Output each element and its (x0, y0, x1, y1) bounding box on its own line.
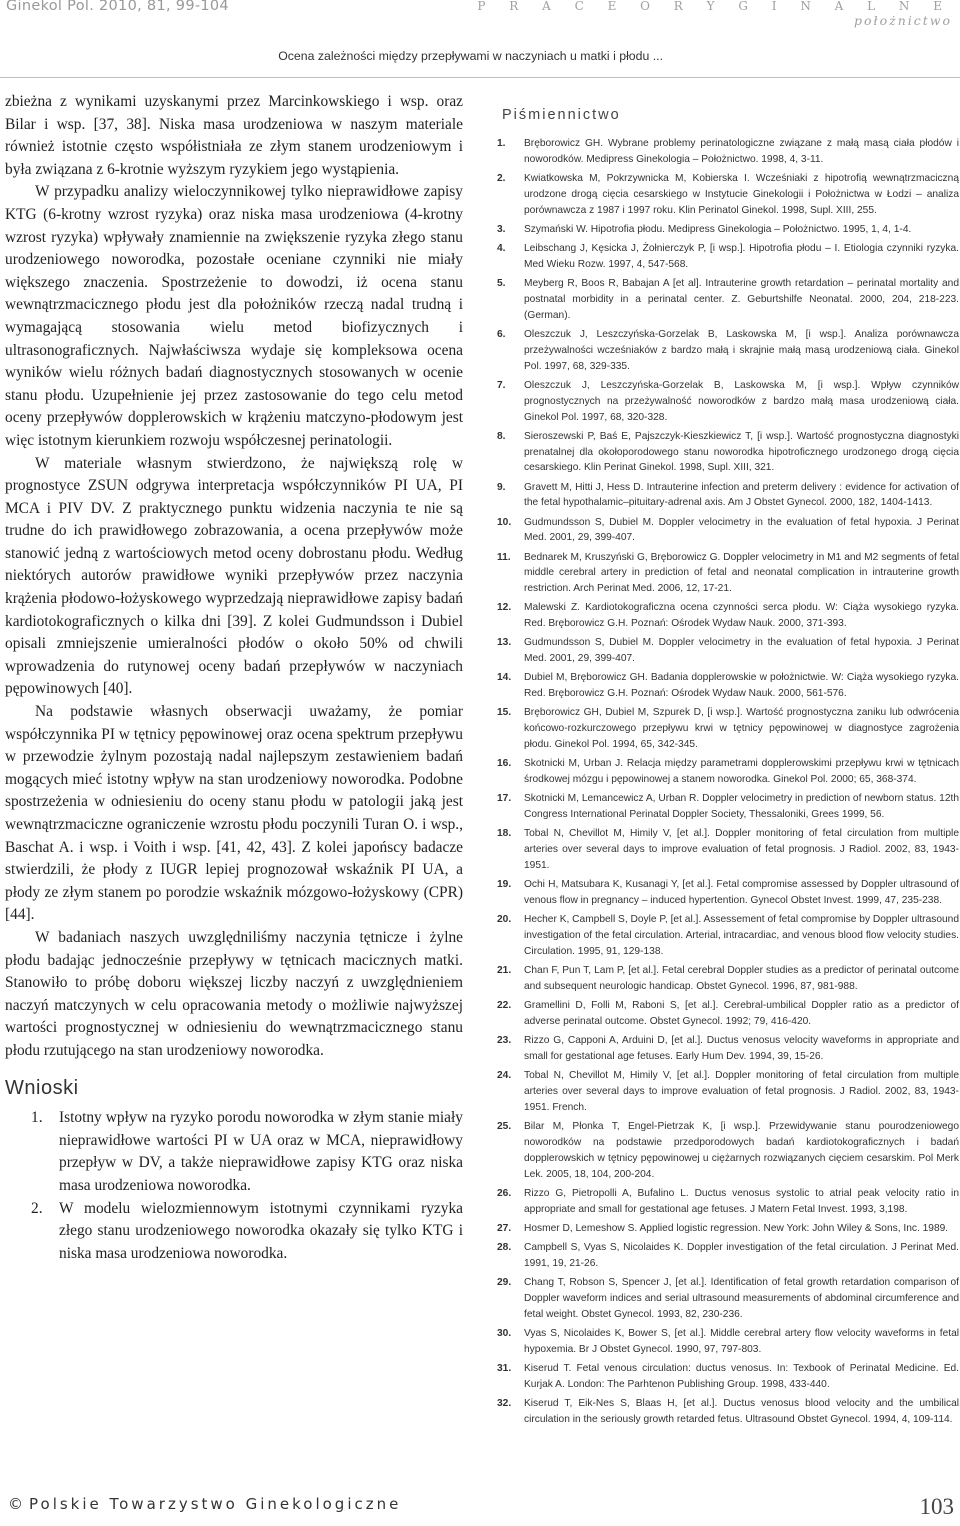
reference-text: Bręborowicz GH, Dubiel M, Szpurek D, [i wsp.]. Wartość prognostyczna zaniku lub odwrócenia końcowo-rozkurczowego przepływu krwi w tętnicy pępowinowej w diagnostyce zagrożenia płodu. Ginekol Pol. 1994, 65, 342-345. (524, 707, 959, 751)
reference-item (497, 1068, 959, 1116)
list-number: 2. (31, 1199, 43, 1217)
reference-text: Bednarek M, Kruszyński G, Bręborowicz G. Doppler velocimetry in M1 and M2 segments of fetal middle cerebral artery in prediction of fetal and neonatal complication in intrauterine growth restriction. Arch Perinat Med. 2006, 12, 17-21. (524, 551, 959, 595)
reference-item (497, 327, 959, 375)
reference-number: 32. (497, 1397, 512, 1409)
reference-text: Kwiatkowska M, Pokrzywnicka M, Kobierska I. Wcześniaki z hipotrofią wewnątrzmaciczną urodzone drogą cięcia cesarskiego w Instytucie Ginekologii i Położnictwa w Łodzi – analiza porównawcza z 1987 i 1997 roku. Klin Perinatol Ginekol. 1998, Supl. XIII, 255. (524, 172, 959, 216)
reference-item (497, 1275, 959, 1323)
reference-number: 7. (497, 379, 506, 391)
reference-number: 13. (497, 637, 512, 649)
reference-number: 3. (497, 223, 506, 235)
reference-text: Vyas S, Nicolaides K, Bower S, [et al.]. Middle cerebral artery flow velocity waveforms in fetal hypoxemia. Br J Obstet Gynecol. 1990, 97, 797-803. (524, 1327, 959, 1355)
reference-number: 20. (497, 914, 512, 926)
references-heading: Piśmiennictwo (502, 107, 621, 123)
reference-number: 24. (497, 1070, 512, 1082)
reference-item (497, 136, 959, 168)
paragraph: Na podstawie własnych obserwacji uważamy, że pomiar współczynnika PI w tętnicy pępowinowej oraz ocena spektrum przepływu w przewodzie żylnym pozostają nadal najlepszym zestawieniem badań mogących mieć istotny wpływ na stan urodzeniowy noworodka. Podobne spostrzeżenia w odniesieniu do oceny stanu płodu w patologii jaką jest wewnątrzmaciczne ograniczenie wzrostu płodu poczynili Turan O. i wsp., Baschat A. i wsp. i Voith i wsp. [41, 42, 43]. Z kolei japońscy badacze stwierdzili, że płody z IUGR lepiej prognozował wskaźnik PI UA, a płody ze złym stanem po porodzie wskaźnik mózgowo-łożyskowy (CPR) [44]. (5, 703, 463, 924)
paragraph: W przypadku analizy wieloczynnikowej tylko nieprawidłowe zapisy KTG (6-krotny wzrost ryzyka) oraz niska masa urodzeniowa (4-krotny wzrost ryzyka) wpływały znamiennie na zwiększenie ryzyka złego stanu urodzeniowego noworodka, pozostałe oceniane czynniki nie miały większego znaczenia. Spostrzeżenie to dowodzi, iż ocena stanu wewnątrzmacicznego płodu jest dla położników rzeczą nadal trudną i wymagającą stosowania wielu metod biofizycznych i ultrasonograficznych. Najwłaściwsza wydaje się kompleksowa ocena wyników wielu różnych badań diagnostycznych stosowanych w ocenie stanu płodu. Uzupełnienie jej przez zastosowanie do tego celu metod oceny przepływów dopplerowskich w krążeniu matczyno-płodowym jest więc istotnym kierunkiem rozwoju współczesnej perinatologii. (5, 183, 463, 449)
reference-item (497, 1240, 959, 1272)
conclusions-list (5, 1107, 463, 1265)
reference-text: Meyberg R, Boos R, Babajan A [et al]. Intrauterine growth retardation – perinatal mortality and postnatal morbidity in a perinatal center. Z. Geburtshilfe Neonatal. 2000, 204, 218-223. (German). (524, 277, 959, 321)
reference-item (497, 1361, 959, 1393)
reference-text: Chang T, Robson S, Spencer J, [et al.]. Identification of fetal growth retardation comparison of Doppler waveform indices and serial ultrasound measurements of abdominal circumference and fetal weight. Obstet Gynecol. 1993, 82, 230-236. (524, 1276, 959, 1320)
reference-text: Gudmundsson S, Dubiel M. Doppler velocimetry in the evaluation of fetal hypoxia. J Perinat Med. 2001, 29, 399-407. (524, 516, 959, 544)
reference-number: 2. (497, 172, 506, 184)
reference-text: Hecher K, Campbell S, Doyle P, [et al.]. Assessement of fetal compromise by Doppler ultrasound investigation of the fetal circulation. Arterial, intracardiac, and venous blood flow velocity studies. Circulation. 1995, 91, 129-138. (524, 914, 959, 958)
reference-number: 27. (497, 1222, 512, 1234)
reference-text: Rizzo G, Capponi A, Arduini D, [et al.]. Ductus venosus velocity waveforms in appropriate and small for gestational age fetuses. Early Hum Dev. 1994, 39, 15-26. (524, 1035, 959, 1063)
running-title-text: Ocena zależności między przepływami w naczyniach u matki i płodu ... (278, 49, 663, 63)
list-item (5, 1107, 463, 1197)
conclusions-heading: Wnioski (5, 1076, 79, 1099)
reference-text: Kiserud T, Eik-Nes S, Blaas H, [et al.]. Ductus venosus blood velocity and the umbilical circulation in the seriously growth retarded fetus. Ultrasound Obstet Gynecol. 1994, 4, 109-114. (524, 1397, 959, 1425)
reference-item (497, 826, 959, 874)
list-text: W modelu wielozmiennowym istotnymi czynnikami ryzyka złego stanu urodzeniowego noworodka okazały się tylko KTG i niska masa urodzeniowa noworodka. (59, 1199, 463, 1262)
paragraph: zbieżna z wynikami uzyskanymi przez Marcinkowskiego i wsp. oraz Bilar i wsp. [37, 38]. Niska masa urodzeniowa w naszym materiale również istotnie często współistniała ze złym stanem urodzeniowym i była związana z 6-krotnie wyższym ryzykiem jego wystąpienia. (5, 93, 463, 178)
reference-number: 16. (497, 758, 512, 770)
reference-number: 10. (497, 516, 512, 528)
reference-item (497, 877, 959, 909)
reference-item (497, 1033, 959, 1065)
reference-item (497, 998, 959, 1030)
reference-number: 25. (497, 1121, 512, 1133)
reference-item (497, 276, 959, 324)
reference-item (497, 670, 959, 702)
reference-item (497, 756, 959, 788)
reference-item (497, 600, 959, 632)
header-divider (0, 77, 960, 78)
footer-society (8, 1495, 401, 1513)
running-title (0, 49, 958, 63)
reference-text: Rizzo G, Pietropolli A, Bufalino L. Ductus venosus systolic to atrial peak velocity ratio in appropriate and small for gestational age fetuses. J Matern Fetal Invest. 1993, 3,198. (524, 1187, 959, 1215)
reference-number: 29. (497, 1276, 512, 1288)
reference-text: Gravett M, Hitti J, Hess D. Intrauterine infection and preterm delivery : evidence for activation of the fetal hypothalamic–pituitary-adrenal axis. Am J Obstet Gynecol. 2000, 182, 1404-1413. (524, 481, 959, 509)
reference-number: 11. (497, 551, 511, 563)
reference-text: Sieroszewski P, Baś E, Pajszczyk-Kieszkiewicz T, [i wsp.]. Wartość prognostyczna diagnostyki prenatalnej dla okołoporodowego stanu noworodka hipotroficznego urodzonego drogą cięcia cesarskiego. Klin Perinat Ginekol. 1998, Supl. XIII, 321. (524, 430, 959, 474)
reference-text: Leibschang J, Kęsicka J, Żołnierczyk P, [i wsp.]. Hipotrofia płodu – I. Etiologia czynniki ryzyka. Med Wieku Rozw. 1997, 4, 547-568. (524, 242, 959, 270)
reference-number: 8. (497, 430, 506, 442)
reference-item (497, 1221, 959, 1237)
reference-item (497, 222, 959, 238)
journal-citation: Ginekol Pol. 2010, 81, 99-104 (6, 0, 229, 14)
reference-number: 28. (497, 1241, 512, 1253)
reference-number: 26. (497, 1187, 512, 1199)
reference-text: Malewski Z. Kardiotokograficzna ocena czynności serca płodu. W: Ciąża wysokiego ryzyka. Red. Bręborowicz G.H. Poznań: Ośrodek Wydaw Nauk. 2000, 371-393. (524, 602, 959, 630)
reference-item (497, 635, 959, 667)
paragraph: W badaniach naszych uwzględniliśmy naczynia tętnicze i żylne płodu badając jednocześnie przepływy w tętnicach macicznych matki. Stanowiło to próbę doboru większej liczby naczyń z uwzględnieniem naczyń matczynych w celu opracowania metody o możliwie najwyższej wartości prognostycznej w odniesieniu do wewnątrzmacicznego stanu płodu rzutującego na stan urodzeniowy noworodka. (5, 928, 463, 1059)
reference-item (497, 171, 959, 219)
reference-item (497, 378, 959, 426)
reference-item (497, 705, 959, 753)
reference-item (497, 480, 959, 512)
reference-number: 14. (497, 672, 512, 684)
reference-text: Chan F, Pun T, Lam P, [et al.]. Fetal cerebral Doppler studies as a predictor of perinatal outcome and subsequent neurologic handicap. Obstet Gynecol. 1996, 87, 981-988. (524, 965, 959, 993)
reference-item (497, 791, 959, 823)
paragraph: W materiale własnym stwierdzono, że największą rolę w prognostyce ZSUN odgrywa interpretacja współczynników PI UA, PI MCA i PIV DV. Z praktycznego punktu widzenia naczynia te nie są trudne do ich prawidłowego zobrazowania, a ocena przepływów może stanowić jedną z wartościowych metod oceny dobrostanu płodu. Według niektórych autorów prawidłowe wyniki przepływów przez naczynia krążenia płodowo-łożyskowego wyprzedzają nieprawidłowe zapisy badań kardiotokograficznych o kilka dni [39]. Z kolei Gudmundsson i Dubiel opisali zmniejszenie umieralności płodów o około 50% od chwili wprowadzenia do rutynowej oceny badań przepływów w naczyniach pępowinowych [40]. (5, 454, 463, 698)
reference-text: Oleszczuk J, Leszczyńska-Gorzelak B, Laskowska M, [i wsp.]. Wpływ czynników prognostycznych na przeżywalność noworodków z bardzo małą masa urodzeniową ciała. Ginekol Pol. 1997, 68, 320-328. (524, 379, 959, 423)
section-subtitle: położnictwo (854, 13, 952, 28)
list-item (5, 1198, 463, 1266)
reference-number: 22. (497, 1000, 512, 1012)
reference-item (497, 912, 959, 960)
reference-text: Szymański W. Hipotrofia płodu. Medipress Ginekologia – Położnictwo. 1995, 1, 4, 1-4. (524, 223, 912, 235)
reference-text: Gudmundsson S, Dubiel M. Doppler velocimetry in the evaluation of fetal hypoxia. J Perinat Med. 2001, 29, 399-407. (524, 637, 959, 665)
reference-number: 19. (497, 879, 512, 891)
reference-item (497, 429, 959, 477)
reference-text: Bręborowicz GH. Wybrane problemy perinatologiczne związane z małą masą ciała płodów i noworodków. Medipress Ginekologia – Położnictwo. 1998, 4, 3-11. (524, 137, 959, 165)
section-label (477, 0, 952, 28)
copyright-icon: © (8, 1495, 23, 1513)
reference-text: Ochi H, Matsubara K, Kusanagi Y, [et al.]. Fetal compromise assessed by Doppler ultrasound of venous flow in pregnancy – induced hypertention. Gynecol Obstet Invest. 1999, 47, 235-238. (524, 879, 959, 907)
reference-number: 30. (497, 1327, 512, 1339)
reference-number: 17. (497, 793, 512, 805)
list-number: 1. (31, 1109, 43, 1127)
page-number: 103 (919, 1494, 954, 1519)
reference-text: Bilar M, Płonka T, Engel-Pietrzak K, [i wsp.]. Przewidywanie stanu pourodzeniowego noworodków na podstawie przedporodowych badań kardiotokograficznych i badań dopplerowskich w tętnicy pępowinowej u ciężarnych rozwiązanych cięciem cesarskim. Pol Merk Lek. 2005, 18, 104, 200-204. (524, 1121, 959, 1180)
reference-text: Skotnicki M, Urban J. Relacja między parametrami dopplerowskimi przepływu krwi w tętnicach środkowej mózgu i pępowinowej a stanem noworodka. Ginekol Pol. 2000; 65, 368-374. (524, 758, 959, 786)
reference-text: Gramellini D, Folli M, Raboni S, [et al.]. Cerebral-umbilical Doppler ratio as a predictor of adverse perinatal outcome. Obstet Gynecol. 1992; 79, 416-420. (524, 1000, 959, 1028)
reference-number: 15. (497, 707, 512, 719)
reference-text: Tobal N, Chevillot M, Himily V, [et al.]. Doppler monitoring of fetal circulation from multiple arteries over several days to improve evaluation of fetal prognosis. J Radiol. 2002, 83, 1943-1951. French. (524, 1070, 959, 1113)
reference-item (497, 1119, 959, 1183)
reference-item (497, 1186, 959, 1218)
reference-number: 9. (497, 481, 506, 493)
reference-text: Skotnicki M, Lemancewicz A, Urban R. Doppler velocimetry in prediction of newborn status. 12th Congress International Perinatal Doppler Society, Thessaloniki, Grees 1999, 56. (524, 793, 959, 821)
reference-text: Tobal N, Chevillot M, Himily V, [et al.]. Doppler monitoring of fetal circulation from multiple arteries over several days to improve evaluation of fetal prognosis. J Radiol. 2002, 83, 1943-1951. (524, 828, 959, 872)
references-column (497, 108, 959, 1431)
reference-number: 21. (497, 965, 512, 977)
section-title: P R A C E O R Y G I N A L N E (477, 0, 952, 13)
reference-text: Dubiel M, Bręborowicz GH. Badania dopplerowskie w położnictwie. W: Ciąża wysokiego ryzyka. Red. Bręborowicz G.H. Poznań: Ośrodek Wydaw Nauk. 2000, 561-576. (524, 672, 959, 700)
reference-item (497, 515, 959, 547)
reference-text: Kiserud T. Fetal venous circulation: ductus venosus. In: Texbook of Perinatal Medicine. Ed. Kurjak A. London: The Parhtenon Publishing Group. 1998, 433-440. (524, 1362, 959, 1390)
reference-number: 12. (497, 602, 512, 614)
reference-item (497, 963, 959, 995)
reference-number: 5. (497, 277, 506, 289)
reference-item (497, 1326, 959, 1358)
list-text: Istotny wpływ na ryzyko porodu noworodka w złym stanie miały nieprawidłowe wartości PI w UA oraz w MCA, nieprawidłowy przepływ w DV, a także nieprawidłowe zapisy KTG oraz niska masa urodzeniowa noworodka. (59, 1109, 463, 1194)
reference-text: Campbell S, Vyas S, Nicolaides K. Doppler investigation of the fetal circulation. J Perinat Med. 1991, 19, 21-26. (524, 1241, 959, 1269)
reference-number: 4. (497, 242, 506, 254)
reference-item (497, 241, 959, 273)
reference-number: 23. (497, 1035, 512, 1047)
reference-number: 18. (497, 828, 512, 840)
reference-text: Hosmer D, Lemeshow S. Applied logistic regression. New York: John Wiley & Sons, Inc. 1989. (524, 1222, 949, 1234)
reference-number: 6. (497, 328, 506, 340)
references-list (497, 136, 959, 1428)
left-column (5, 91, 463, 1265)
reference-item (497, 550, 959, 598)
reference-item (497, 1396, 959, 1428)
society-name: Polskie Towarzystwo Ginekologiczne (29, 1495, 402, 1513)
reference-text: Oleszczuk J, Leszczyńska-Gorzelak B, Laskowska M, [i wsp.]. Analiza porównawcza przeżywalności wcześniaków z bardzo małą i skrajnie małą masą urodzeniową ciała. Ginekol Pol. 1997, 68, 329-335. (524, 328, 959, 372)
reference-number: 31. (497, 1362, 512, 1374)
reference-number: 1. (497, 137, 506, 149)
